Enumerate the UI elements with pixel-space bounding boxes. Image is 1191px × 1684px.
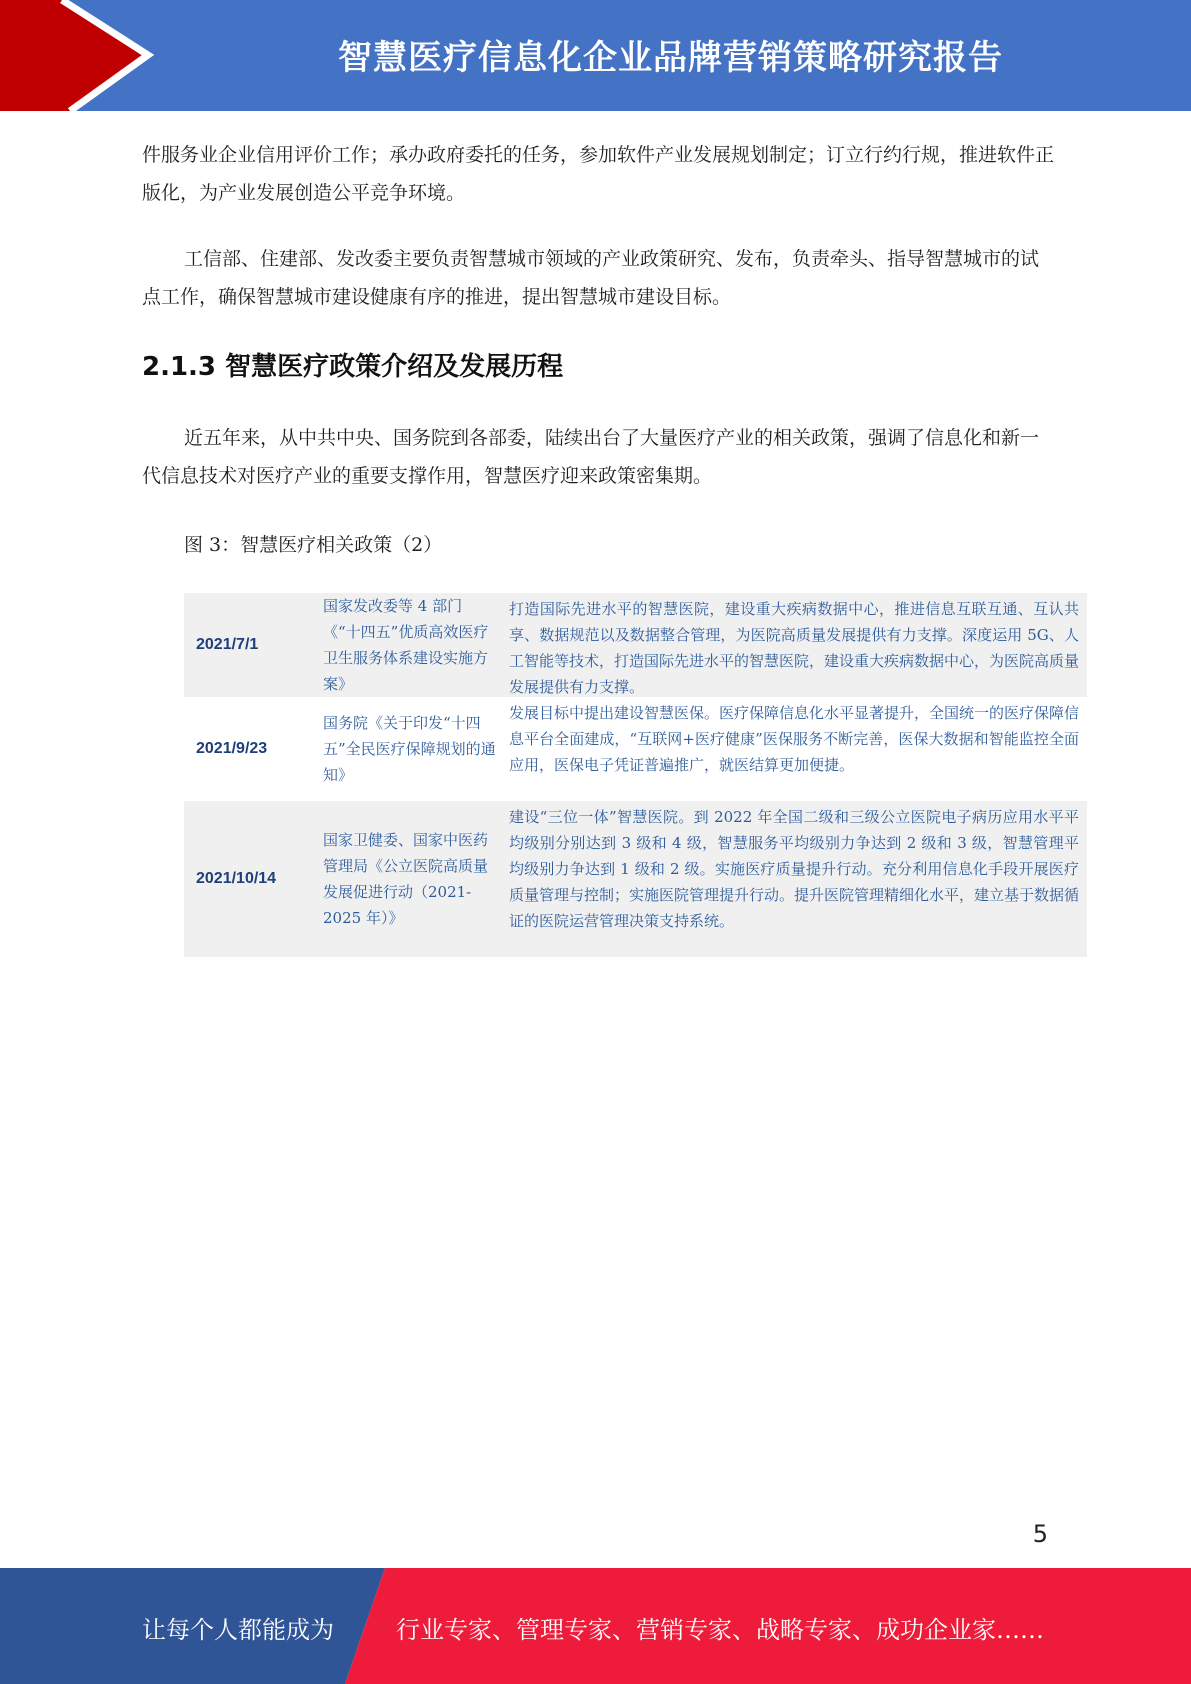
policy-table [184,593,1087,957]
policy-document: 国家卫健委、国家中医药管理局《公立医院高质量发展促进行动（2021-2025 年）》 [323,831,489,927]
paragraph-intro: 近五年来，从中共中央、国务院到各部委，陆续出台了大量医疗产业的相关政策，强调了信息化和新一代信息技术对医疗产业的重要支撑作用，智慧医疗迎来政策密集期。 [142,427,1040,487]
policy-description: 打造国际先进水平的智慧医院，建设重大疾病数据中心，推进信息互联互通、互认共享、数据规范以及数据整合管理，为医院高质量发展提供有力支撑。深度运用 5G、人工智能等技术，打造国际先进水平的智慧医院，建设重大疾病数据中心，为医院高质量发展提供有力支撑。 [509,600,1080,696]
figure-caption: 图 3：智慧医疗相关政策（2） [184,534,443,556]
report-title: 智慧医疗信息化企业品牌营销策略研究报告 [338,38,1003,78]
policy-document: 国家发改委等 4 部门《“十四五”优质高效医疗卫生服务体系建设实施方案》 [323,597,489,693]
policy-date: 2021/10/14 [196,870,277,887]
page-number: 5 [1032,1520,1048,1548]
policy-date: 2021/7/1 [196,636,259,653]
table-row [184,801,1087,957]
policy-description: 发展目标中提出建设智慧医保。医疗保障信息化水平显著提升，全国统一的医疗保障信息平台全面建成，“互联网+医疗健康”医保服务不断完善，医保大数据和智能监控全面应用，医保电子凭证普遍推广，就医结算更加便捷。 [509,704,1080,774]
header-banner [0,0,1191,111]
paragraph-ministries: 工信部、住建部、发改委主要负责智慧城市领域的产业政策研究、发布，负责牵头、指导智慧城市的试点工作，确保智慧城市建设健康有序的推进，提出智慧城市建设目标。 [142,248,1040,308]
policy-date: 2021/9/23 [196,740,268,757]
table-row [184,593,1087,697]
policy-document: 国务院《关于印发“十四五”全民医疗保障规划的通知》 [323,714,496,784]
paragraph-continuation: 件服务业企业信用评价工作；承办政府委托的任务，参加软件产业发展规划制定；订立行约行规，推进软件正版化，为产业发展创造公平竞争环境。 [142,144,1055,204]
policy-description: 建设“三位一体”智慧医院。到 2022 年全国二级和三级公立医院电子病历应用水平平均级别分别达到 3 级和 4 级，智慧服务平均级别力争达到 2 级和 3 级，智慧管理平均级别力争达到 1 级和 2 级。实施医疗质量提升行动。充分利用信息化手段开展医疗质量管理与控制；实施医院管理提升行动。提升医院管理精细化水平，建立基于数据循证的医院运营管理决策支持系统。 [509,808,1080,930]
section-heading: 2.1.3 智慧医疗政策介绍及发展历程 [142,352,564,382]
footer-banner [0,1568,1191,1684]
table-row [184,697,1087,801]
footer-slogan-left: 让每个人都能成为 [142,1616,334,1644]
footer-slogan-right: 行业专家、管理专家、营销专家、战略专家、成功企业家…… [396,1616,1044,1644]
